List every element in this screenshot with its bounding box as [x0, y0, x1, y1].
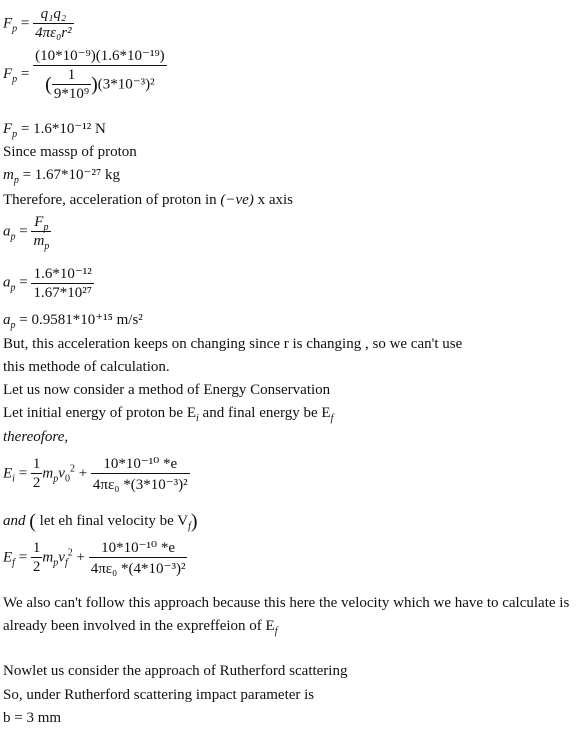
- fraction: [31, 214, 51, 250]
- eq-lhs: E: [3, 549, 13, 566]
- eq-lhs-sub: p: [10, 320, 16, 331]
- eq-lhs-sub: p: [12, 23, 18, 35]
- numerator-var: F: [34, 214, 44, 230]
- velocity-sub: 0: [64, 473, 70, 485]
- equation-coulomb-force: $F_p$ = $\frac{\text{q₁q₂}}{\text{4πε₀r²}}$: [3, 6, 72, 41]
- text-line: Let us now consider a method of Energy Conservation: [3, 382, 331, 398]
- eq-lhs: a: [3, 223, 11, 240]
- text-sub: f: [274, 626, 278, 637]
- numerator: [31, 214, 51, 231]
- numerator-sub: p: [43, 222, 49, 233]
- text-span: and final energy be E: [198, 405, 331, 421]
- eq-rhs: = 1.67*10⁻²⁷ kg: [22, 167, 120, 183]
- denominator: [31, 231, 51, 250]
- eq-rhs: = 1.6*10⁻¹² N: [20, 121, 106, 137]
- eq-lhs-sub: f: [12, 557, 15, 569]
- equation-final-energy: $E_f$ = $\frac{1}{2}$ $m_pv_f^2$ + $\frac{\text{10*10⁻¹⁰ *e}}{\text{4πε₀ *(4*10⁻³)²}}$: [3, 540, 186, 577]
- fraction: [31, 264, 93, 302]
- denominator-sub: p: [44, 241, 50, 252]
- text-sub: f: [188, 521, 191, 532]
- denominator: 1.67*10²⁷: [33, 285, 92, 301]
- eq-lhs-sub: i: [12, 473, 15, 485]
- fraction: [33, 6, 73, 42]
- text-line: thereofore,: [3, 429, 69, 445]
- paren: ): [190, 510, 198, 533]
- text-sub: i: [196, 413, 199, 424]
- inner-denominator: 9*10⁹: [53, 86, 90, 102]
- text-line: But, this acceleration keeps on changing since r is changing , so we can't use: [3, 336, 463, 352]
- inner-numerator: 1: [67, 67, 76, 83]
- fraction: [89, 538, 188, 578]
- numerator: 1: [32, 456, 41, 472]
- half-fraction: [31, 456, 43, 492]
- denominator-var: m: [33, 233, 45, 249]
- equation-acceleration: $a_p$ = $\frac{F_p}{m_p}$: [3, 214, 50, 252]
- text-span: let eh final velocity be V: [39, 513, 189, 529]
- inner-fraction: [52, 67, 91, 103]
- text-line: [3, 191, 293, 209]
- eq-lhs: F: [3, 15, 13, 32]
- eq-lhs: a: [3, 274, 11, 291]
- velocity-var: v: [58, 549, 65, 566]
- equation-force-result: [3, 120, 106, 138]
- eq-lhs-sub: p: [12, 73, 18, 85]
- text-line: this methode of calculation.: [3, 359, 170, 375]
- eq-lhs-sub: p: [10, 282, 16, 294]
- equation-initial-energy: $E_i$ = $\frac{1}{2}$ $m_pv_0^2$ + $\frac{\text{10*10⁻¹⁰ *e}}{\text{4πε₀ *(3*10⁻³)²}}$: [3, 456, 188, 493]
- text-line: [3, 404, 333, 422]
- velocity-sup: 2: [69, 463, 75, 475]
- text-span: (−ve): [220, 192, 254, 208]
- eq-lhs-sub: p: [13, 175, 19, 186]
- numerator: 10*10⁻¹⁰ *e: [101, 540, 175, 556]
- numerator: 1.6*10⁻¹²: [33, 266, 92, 282]
- mass-sub: p: [53, 557, 59, 569]
- fraction: [91, 454, 190, 494]
- velocity-sup: 2: [67, 547, 73, 559]
- equation-force-substituted: $F_p$ = (10*10⁻⁹)(1.6*10⁻¹⁹) ( $\frac{1}{\text{9*10⁹}}$ )(3*10⁻³)²: [3, 48, 165, 102]
- text-span: Let initial energy of proton be E: [3, 405, 197, 421]
- text-line: We also can't follow this approach because this here the velocity which we have to calculate is: [3, 595, 570, 611]
- text-span: x axis: [253, 192, 293, 208]
- text-line: So, under Rutherford scattering impact parameter is: [3, 687, 315, 703]
- denominator: 4πε₀r²: [35, 25, 72, 41]
- denominator: 2: [32, 559, 41, 575]
- numerator: 10*10⁻¹⁰ *e: [103, 456, 178, 472]
- eq-lhs: F: [3, 65, 13, 82]
- denominator-rest: (3*10⁻³)²: [97, 76, 155, 93]
- half-fraction: [31, 540, 43, 576]
- equation-proton-mass: [3, 166, 120, 184]
- equation-impact-parameter: b = 3 mm: [3, 710, 62, 726]
- denominator: 4πε₀ *(4*10⁻³)²: [89, 557, 188, 578]
- text-line: Since massp of proton: [3, 144, 137, 160]
- mass-var: m: [42, 465, 54, 482]
- mass-sub: p: [53, 473, 59, 485]
- eq-lhs: E: [3, 465, 13, 482]
- numerator: q₁q₂: [40, 6, 67, 22]
- fraction: [33, 46, 167, 103]
- equation-acceleration-result: [3, 311, 143, 329]
- numerator: (10*10⁻⁹)(1.6*10⁻¹⁹): [35, 48, 165, 64]
- eq-lhs: m: [3, 167, 14, 183]
- velocity-sub: f: [64, 557, 68, 569]
- eq-lhs-sub: p: [10, 231, 16, 243]
- text-sub: f: [330, 413, 334, 424]
- denominator: ( $\frac{1}{\text{9*10⁹}}$ )(3*10⁻³)²: [33, 65, 167, 103]
- text-span: already been involved in the expreffeion of E: [3, 618, 275, 634]
- text-line: Nowlet us consider the approach of Rutherford scattering: [3, 663, 348, 679]
- text-line: [3, 617, 277, 635]
- text-span: Therefore, acceleration of proton in: [3, 192, 221, 208]
- denominator: 2: [32, 475, 41, 491]
- mass-var: m: [42, 549, 54, 566]
- eq-lhs: F: [3, 121, 13, 137]
- eq-lhs: a: [3, 312, 11, 328]
- equation-acceleration-substituted: $a_p$ = $\frac{\text{1.6*10⁻¹²}}{\text{1.67*10²⁷}}$: [3, 266, 92, 301]
- denominator: 4πε₀ *(3*10⁻³)²: [91, 473, 190, 494]
- text-span: and: [3, 513, 26, 529]
- velocity-var: v: [58, 465, 65, 482]
- eq-lhs-sub: p: [12, 129, 18, 140]
- numerator: 1: [32, 540, 41, 556]
- eq-rhs: = 0.9581*10⁺¹⁵ m/s²: [19, 312, 143, 328]
- paren: (: [29, 510, 36, 533]
- text-line: [3, 512, 198, 531]
